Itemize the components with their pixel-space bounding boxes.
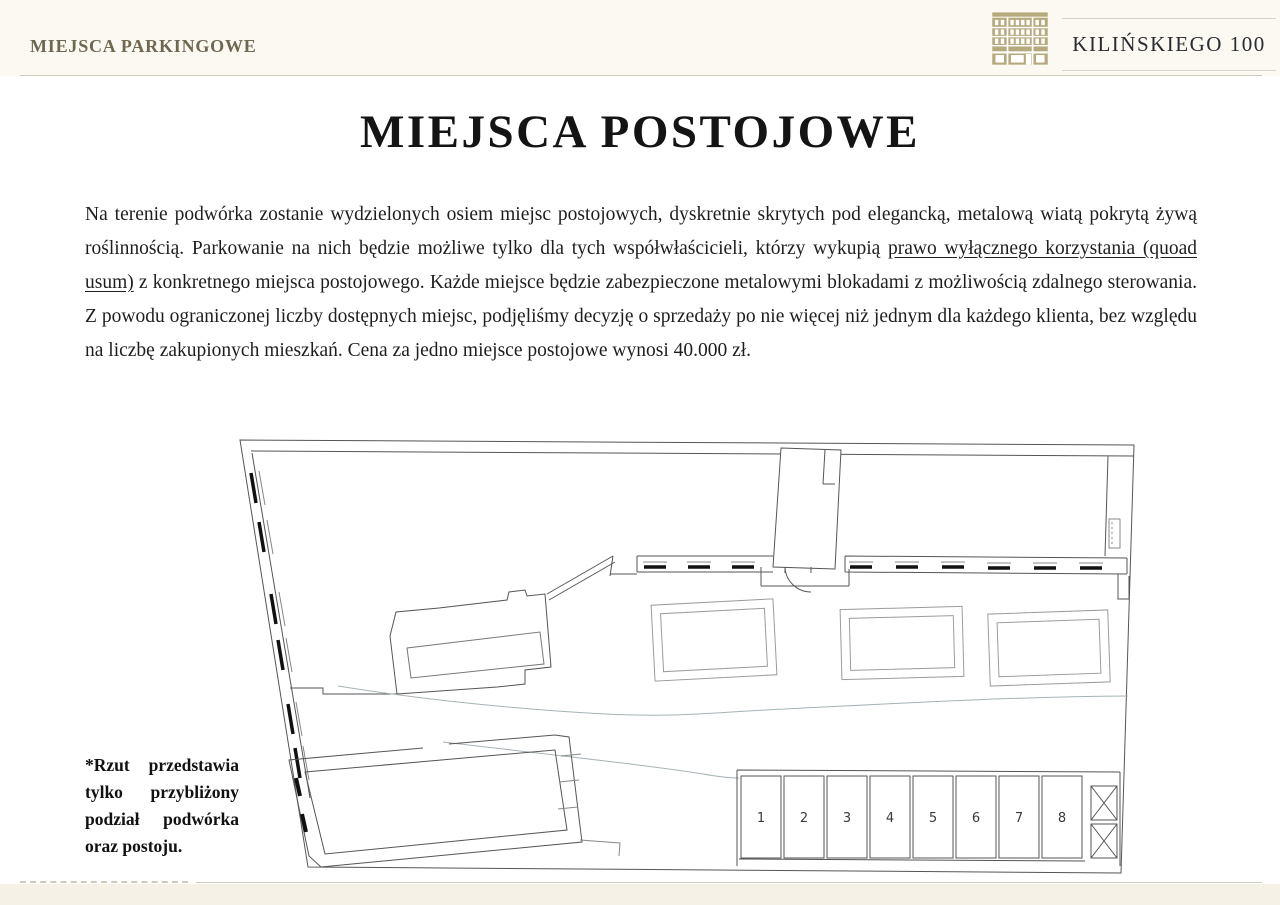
- stall-number-1: 1: [756, 811, 766, 826]
- parking-stalls: [741, 776, 1082, 858]
- crossed-boxes: [1091, 786, 1117, 858]
- stairwell: [761, 448, 849, 592]
- footer-strip: [0, 884, 1280, 905]
- crossed-box-1: [1091, 786, 1117, 820]
- planter-3: [988, 610, 1110, 686]
- parking-bay: [737, 770, 1120, 866]
- header-bar: [0, 0, 1280, 76]
- planter-2: [840, 606, 964, 679]
- building-logo-icon: [988, 6, 1052, 70]
- footer-rule-dashed: [20, 881, 188, 883]
- stairwell-door-arc: [785, 567, 811, 592]
- plan-boundary: [240, 440, 1134, 873]
- stall-number-8: 8: [1057, 811, 1067, 826]
- stall-number-3: 3: [842, 811, 852, 826]
- paragraph-part-2: z konkretnego miejsca postojowego. Każde miejsce będzie zabezpieczone metalowymi blokadami z możliwością zdalnego sterowania. Z powodu ograniczonej liczby dostępnych miejsc, podjęliśmy decyzję o sprzedaży po nie więcej niż jednym dla każdego klienta, bez względu na liczbę zakupionych mieszkań. Cena za jedno miejsce postojowe wynosi 40.000 zł.: [85, 272, 1197, 361]
- stall-numbers: [757, 811, 1066, 826]
- driveway-curves: [338, 686, 1128, 778]
- stall-number-2: 2: [799, 811, 809, 826]
- plan-note: *Rzut przedstawia tylko przybliżony podział podwórka oraz postoju.: [85, 755, 239, 856]
- brand-name: KILIŃSKIEGO 100: [1062, 18, 1276, 71]
- lower-building: [289, 735, 620, 867]
- site-plan: [225, 426, 1145, 878]
- stall-number-6: 6: [971, 811, 981, 826]
- page-title: MIEJSCA POSTOJOWE: [359, 106, 921, 158]
- stall-number-7: 7: [1014, 811, 1024, 826]
- courtyard-annex: [290, 556, 637, 694]
- paragraph-part-1: Na terenie podwórka zostanie wydzielonych osiem miejsc postojowych, dyskretnie skrytych pod elegancką, metalową wiatą pokrytą żywą roślinnością. Parkowanie na nich będzie możliwe tylko dla tych współwłaścicieli, którzy wykupią: [85, 204, 1197, 259]
- header-rule: [20, 75, 1262, 76]
- window-strip-right: [845, 456, 1129, 599]
- planters: [651, 599, 1110, 686]
- window-strip-left: [637, 556, 773, 572]
- left-wall-windows: [251, 471, 309, 780]
- footer-rule-solid: [196, 882, 1262, 883]
- crossed-box-2: [1091, 824, 1117, 858]
- planter-1: [651, 599, 777, 681]
- body-paragraph: [85, 198, 1197, 368]
- stall-number-5: 5: [928, 811, 938, 826]
- stall-number-4: 4: [885, 811, 895, 826]
- underlined-phrase: prawo wyłącznego korzystania (quoad usum): [85, 238, 1197, 293]
- section-title: MIEJSCA PARKINGOWE: [30, 36, 257, 56]
